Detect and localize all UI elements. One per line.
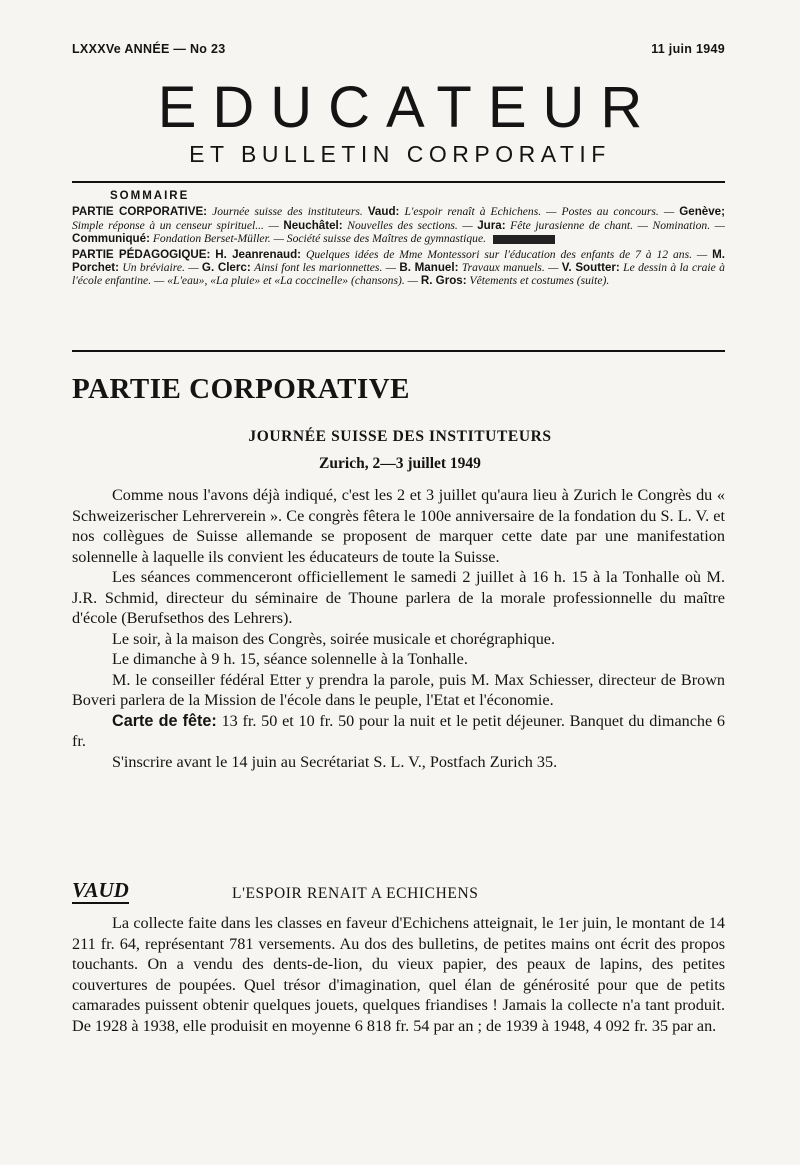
summary-author: Jura: [477,218,506,232]
summary-item: Quelques idées de Mme Montessori sur l'éducation des enfants de 7 à 12 ans. — [305,247,708,261]
paragraph [72,711,725,752]
issue-header [72,42,725,58]
summary [72,190,725,290]
summary-item: Fondation Berset-Müller. — Société suisse des Maîtres de gymnastique. [152,232,486,246]
summary-item: Journée suisse des instituteurs. [212,205,363,219]
fee-label: Carte de fête: [112,711,217,730]
summary-corporative-label: PARTIE CORPORATIVE: [72,205,208,219]
issue-date: 11 juin 1949 [651,42,725,56]
summary-item: Ainsi font les marionnettes. — [254,261,397,275]
paragraph: La collecte faite dans les classes en faveur d'Echichens atteignait, le 1er juin, le montant de 14 211 fr. 64, représentant 781 versements. Au dos des bulletins, de petites mains ont écrit des propos touchants. On a vendu des dents-de-lion, du vieux papier, des peaux de lapins, des petites couvertures de poupées. Quel trésor d'imagination, quel élan de générosité pour que de petits camarades puissent obtenir quelques jouets, quelques friandises ! Jamais la collecte n'a tant produit. De 1928 à 1938, elle produisit en moyenne 6 818 fr. 54 par an ; de 1939 à 1948, 4 092 fr. 35 par an. [72,914,725,1035]
paragraph: Le soir, à la maison des Congrès, soirée musicale et chorégraphique. [112,629,556,648]
paragraph: Comme nous l'avons déjà indiqué, c'est les 2 et 3 juillet qu'aura lieu à Zurich le Congrès du « Schweizerischer Lehrerverein ». Ce congrès fêtera le 100e anniversaire de la fondation du S. L. V. et nos collègues de Suisse allemande se proposent de marquer cette date par une manifestation solennelle à laquelle ils convient les éducateurs de toute la Suisse. [72,486,725,566]
summary-pedagogique-label: PARTIE PÉDAGOGIQUE: [72,247,211,261]
masthead [0,75,800,168]
summary-item: Nouvelles des sections. — [347,218,473,232]
top-divider [72,181,725,183]
region-heading: VAUD [72,878,129,902]
summary-item: Fête jurasienne de chant. — Nomination. — [510,218,725,232]
paragraph: M. le conseiller fédéral Etter y prendra la parole, puis M. Max Schiesser, directeur de Brown Boveri parlera de la Mission de l'école dans le peuple, l'Etat et l'économie. [72,670,725,709]
masthead-subtitle: ET BULLETIN CORPORATIF [189,141,611,167]
summary-author: Communiqué: [72,232,150,246]
ink-smudge [493,235,555,244]
summary-item: Le dessin à la craie à l'école enfantine. — «L'eau», «La pluie» et «La coccinelle» (chansons). — [72,261,725,288]
article2-body [72,913,725,1036]
summary-title: SOMMAIRE [110,190,190,202]
article2-header [72,878,725,908]
summary-author: M. Porchet: [72,247,726,275]
summary-item: L'espoir renaît à Echichens. — Postes au concours. — [404,205,675,219]
summary-author: Genève; [679,205,725,219]
article1-title: JOURNÉE SUISSE DES INSTITUTEURS [248,428,552,445]
article2-title: L'ESPOIR RENAIT A ECHICHENS [232,885,479,902]
summary-author: H. Jeanrenaud: [215,247,302,261]
summary-item: Simple réponse à un censeur spirituel... — [72,218,279,232]
summary-author: B. Manuel: [399,261,459,275]
paragraph: Les séances commenceront officiellement le samedi 2 juillet à 16 h. 15 à la Tonhalle où M. J.R. Schmid, directeur du séminaire de Thoune parlera de la morale professionnelle du maître d'école (Berufsethos des Lehrers). [72,568,725,627]
article1-body [72,485,725,772]
fee-text: 13 fr. 50 et 10 fr. 50 pour la nuit et le petit déjeuner. Banquet du dimanche 6 fr. [72,711,726,750]
paragraph: S'inscrire avant le 14 juin au Secrétariat S. L. V., Postfach Zurich 35. [112,752,558,771]
section-heading: PARTIE CORPORATIVE [72,373,411,405]
summary-author: G. Clerc: [201,261,251,275]
summary-author: Vaud: [367,205,400,219]
paragraph: Le dimanche à 9 h. 15, séance solennelle à la Tonhalle. [112,650,468,668]
summary-divider [72,350,725,352]
summary-author: V. Soutter: [561,261,620,275]
masthead-title: EDUCATEUR [157,75,659,140]
summary-corporative [72,205,725,245]
article1-subtitle: Zurich, 2—3 juillet 1949 [319,455,481,472]
issue-number: LXXXVe ANNÉE — No 23 [72,42,226,56]
summary-item: Vêtements et costumes (suite). [469,274,610,288]
summary-item: Un bréviaire. — [122,261,199,275]
summary-item: Travaux manuels. — [461,261,559,275]
summary-pedagogique [72,248,725,288]
summary-author: R. Gros: [420,274,467,288]
summary-author: Neuchâtel: [283,218,343,232]
